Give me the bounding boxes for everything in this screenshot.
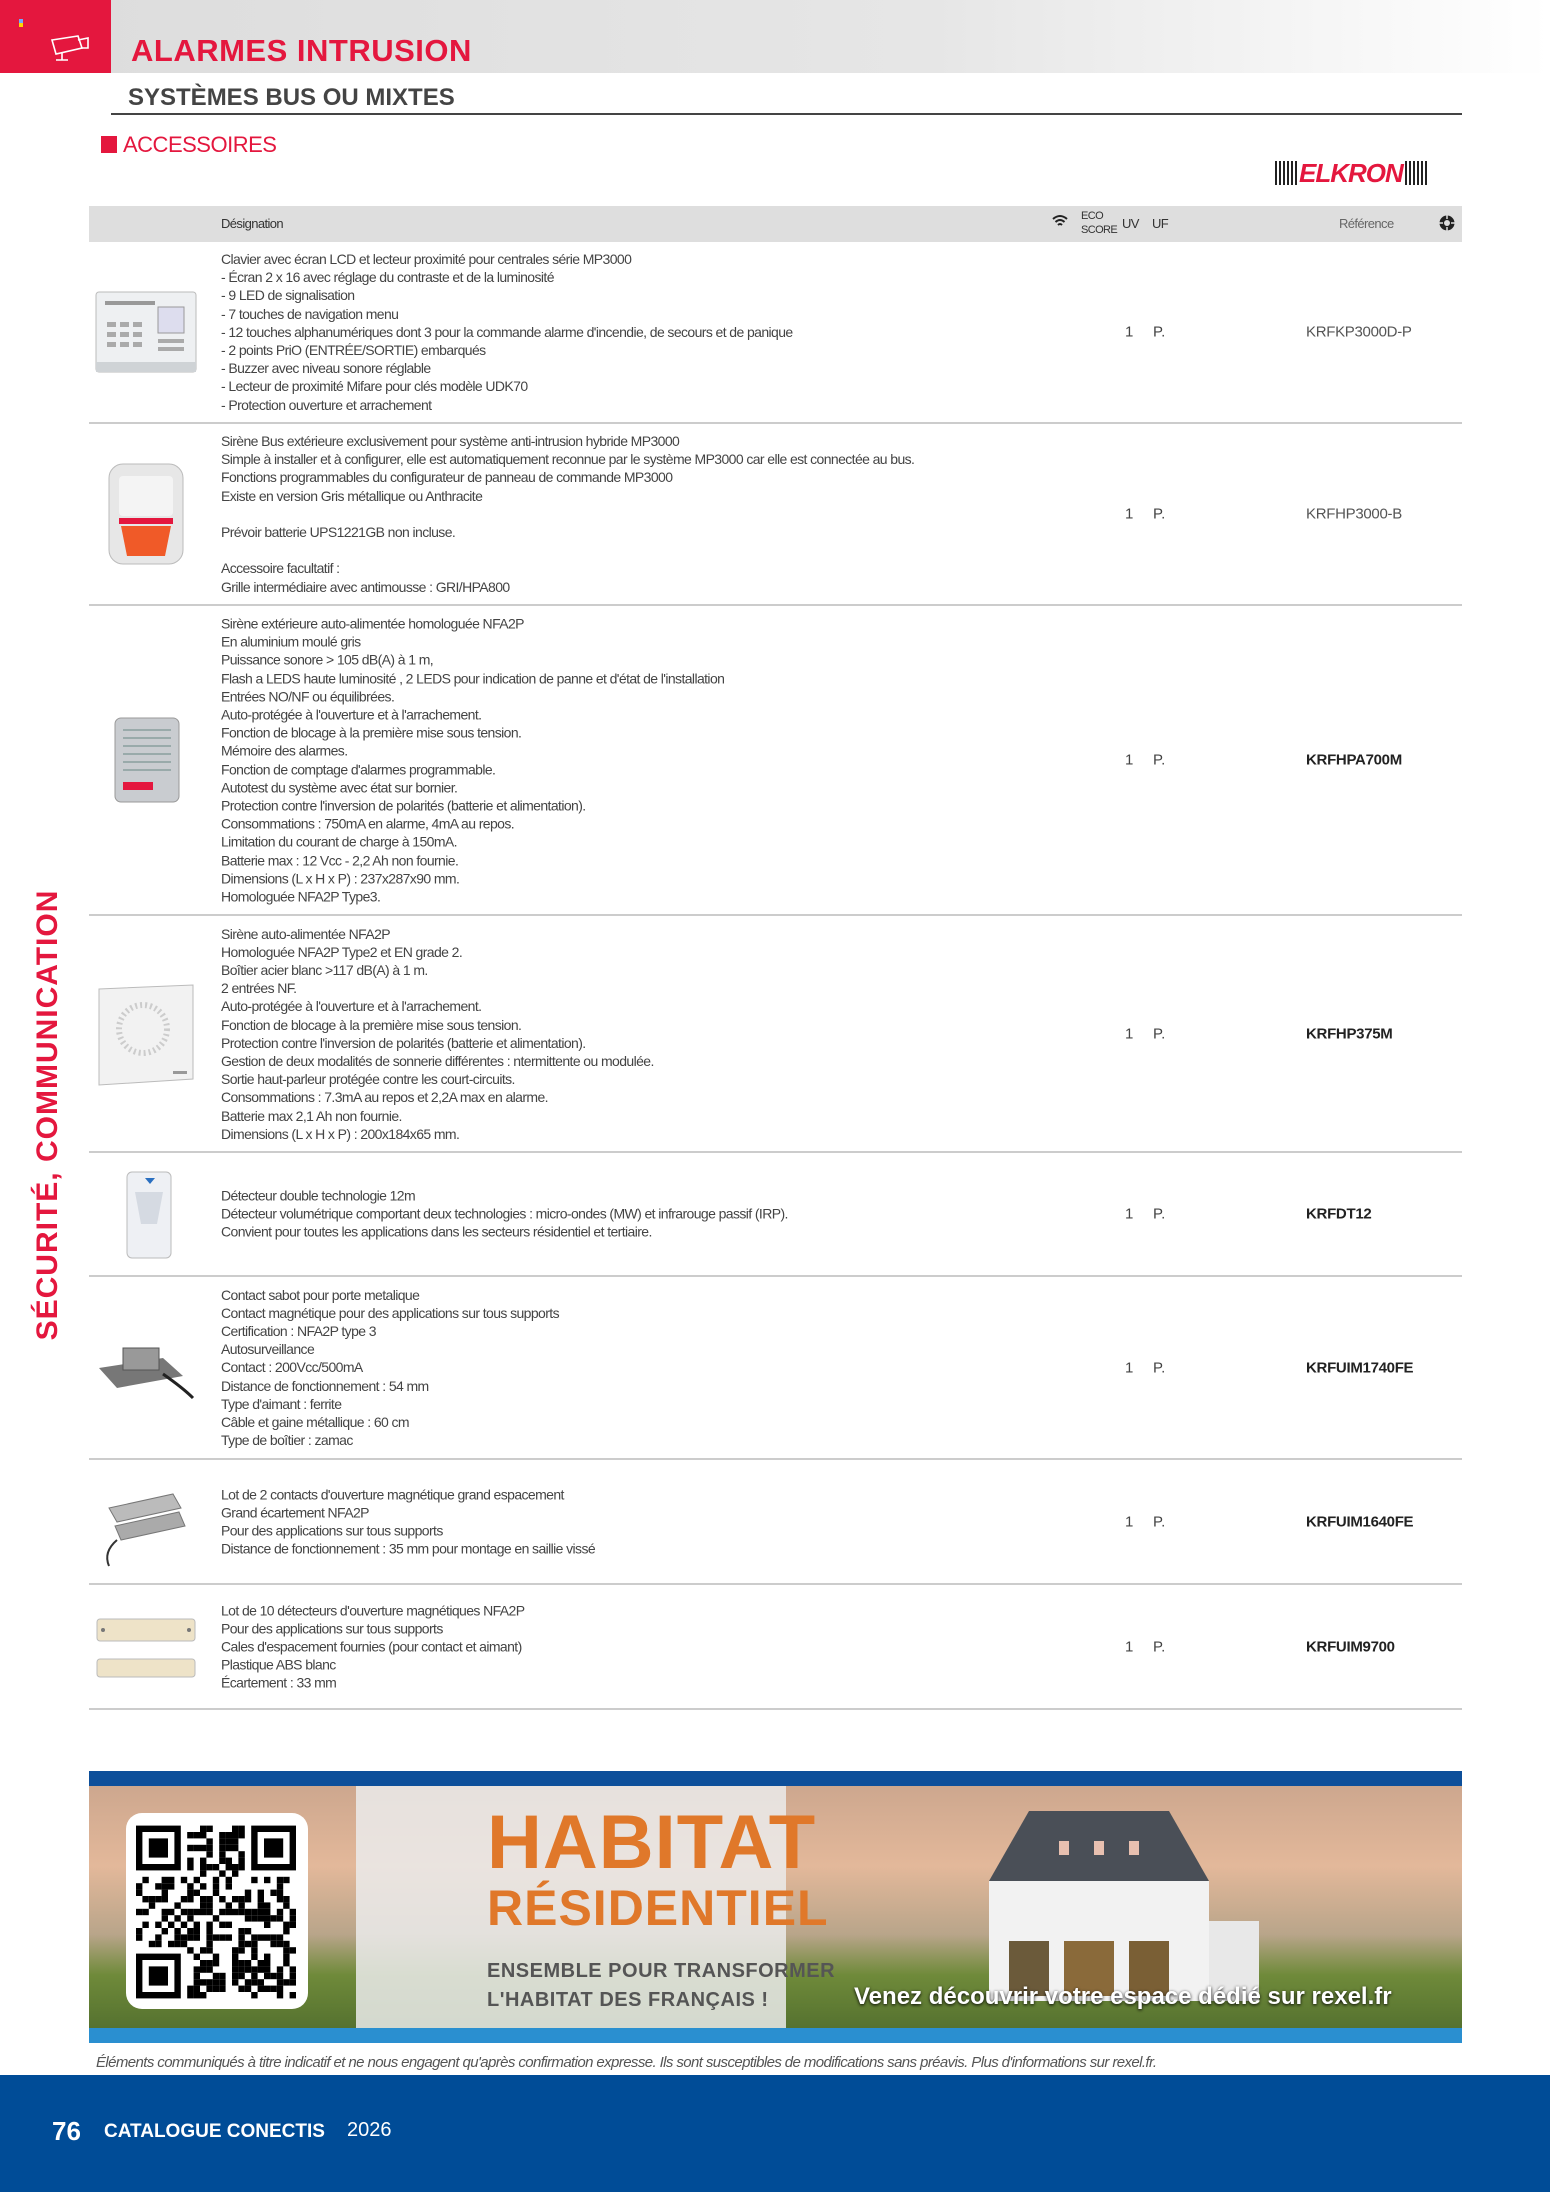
table-row — [89, 1153, 1462, 1277]
eco-label: ECO — [1081, 210, 1104, 222]
page-subtitle: SYSTÈMES BUS OU MIXTES — [128, 84, 455, 111]
uf-value: P. — [1153, 1638, 1166, 1655]
banner-cta[interactable]: Venez découvrir votre espace dédié sur rexel.fr — [854, 1983, 1392, 2010]
product-reference[interactable]: KRFHPA700M — [1306, 751, 1402, 769]
score-label: SCORE — [1081, 224, 1118, 236]
product-reference[interactable]: KRFDT12 — [1306, 1205, 1372, 1223]
logo-stripes — [1405, 161, 1427, 185]
uv-value: 1 — [1125, 323, 1134, 341]
side-category-label: SÉCURITÉ, COMMUNICATION — [31, 889, 64, 1341]
uv-value: 1 — [1125, 751, 1134, 769]
table-row — [89, 424, 1462, 606]
opening-detector-image — [93, 1597, 199, 1697]
promo-banner[interactable] — [89, 1771, 1462, 2043]
product-description: Clavier avec écran LCD et lecteur proximité pour centrales série MP3000 - Écran 2 x 16 avec réglage du contraste et de la luminosité - 9 LED de signalisation - 7 touches de navigation menu - 12 touches alphanumériques dont 3 pour la commande alarme d'incendie, de secours et de panique - 2 points PriO (ENTRÉE/SORTIE) embarqués - Buzzer avec niveau sonore réglable - Lecteur de proximité Mifare pour clés modèle UDK70 - Protection ouverture et arrachement — [221, 251, 793, 413]
product-description: Sirène Bus extérieure exclusivement pour système anti-intrusion hybride MP3000 Simple à installer et à configurer, elle est automatiquement reconnue par le système MP3000 car elle est connectée au bus. Fonctions programmables du configurateur de panneau de commande MP3000 Existe en version Gris métallique ou Anthracite Prévoir batterie UPS1221GB non incluse. Accessoire facultatif : Grille intermédiaire avec antimousse : GRI/HPA800 — [221, 433, 915, 595]
category-badge — [0, 0, 111, 73]
uf-value: P. — [1153, 1205, 1166, 1223]
col-uv: UV — [1122, 216, 1139, 231]
product-description: Sirène extérieure auto-alimentée homologuée NFA2P En aluminium moulé gris Puissance sonore > 105 dB(A) à 1 m, Flash a LEDS haute luminosité , 2 LEDS pour indication de panne et d'état de l'installation Entrées NO/NF ou équilibrées. Auto-protégée à l'ouverture et à l'arrachement. Fonction de blocage à la première mise sous tension. Mémoire des alarmes. Fonction de comptage d'alarmes programmable. Autotest du système avec état sur bornier. Protection contre l'inversion de polarités (batterie et alimentation). Consommations : 750mA en alarme, 4mA au repos. Limitation du courant de charge à 150mA. Batterie max : 12 Vcc - 2,2 Ah non fournie. Dimensions (L x H x P) : 237x287x90 mm. Homologuée NFA2P Type3. — [221, 615, 725, 905]
tagline-line-1: ENSEMBLE POUR TRANSFORMER — [487, 1960, 836, 1982]
product-reference[interactable]: KRFHP375M — [1306, 1025, 1393, 1042]
page-footer — [0, 2075, 1550, 2192]
title-divider — [111, 113, 1462, 115]
wifi-icon — [1052, 214, 1068, 232]
siren-product-image — [93, 979, 199, 1089]
brand-logo — [1275, 157, 1463, 188]
recycle-icon — [1438, 214, 1456, 235]
banner-top-stripe — [89, 1771, 1462, 1786]
table-row — [89, 1585, 1462, 1710]
col-reference: Référence — [1339, 216, 1394, 231]
uv-value: 1 — [1125, 1359, 1134, 1376]
uv-value: 1 — [1125, 1638, 1134, 1655]
section-heading — [101, 132, 276, 158]
product-description: Lot de 10 détecteurs d'ouverture magnétiques NFA2P Pour des applications sur tous supports Cales d'espacement fournies (pour contact et aimant) Plastique ABS blanc Écartement : 33 mm — [221, 1601, 525, 1691]
product-description: Contact sabot pour porte metalique Contact magnétique pour des applications sur tous supports Certification : NFA2P type 3 Autosurveillance Contact : 200Vcc/500mA Distance de fonctionnement : 54 mm Type d'aimant : ferrite Câble et gaine métallique : 60 cm Type de boîtier : zamac — [221, 1286, 559, 1449]
section-marker — [101, 136, 117, 153]
uf-value: P. — [1153, 505, 1166, 523]
catalogue-year: 2026 — [347, 2119, 392, 2141]
table-row — [89, 1277, 1462, 1460]
siren-product-image — [93, 454, 199, 574]
table-row — [89, 242, 1462, 424]
banner-title-1: HABITAT — [487, 1800, 817, 1885]
table-header — [89, 206, 1462, 242]
uf-value: P. — [1153, 751, 1166, 769]
product-reference[interactable]: KRFHP3000-B — [1306, 505, 1402, 523]
table-row — [89, 606, 1462, 916]
product-description: Détecteur double technologie 12m Détecteur volumétrique comportant deux technologies : micro-ondes (MW) et infrarouge passif (IRP). Convient pour toutes les applications dans les secteurs résidentiel et tertiaire. — [221, 1187, 788, 1241]
logo-stripes — [1275, 161, 1297, 185]
uf-value: P. — [1153, 1513, 1166, 1530]
uv-value: 1 — [1125, 1025, 1134, 1042]
print-marks — [19, 19, 23, 27]
catalogue-name: CATALOGUE CONECTIS — [104, 2121, 325, 2142]
uf-value: P. — [1153, 1025, 1166, 1042]
uv-value: 1 — [1125, 505, 1134, 523]
security-camera-icon — [48, 32, 92, 62]
product-description: Lot de 2 contacts d'ouverture magnétique grand espacement Grand écartement NFA2P Pour des applications sur tous supports Distance de fonctionnement : 35 mm pour montage en saillie vissé — [221, 1486, 596, 1557]
product-reference[interactable]: KRFUIM1740FE — [1306, 1359, 1414, 1376]
col-designation: Désignation — [221, 216, 284, 231]
page-number: 76 — [52, 2116, 81, 2146]
banner-title-2: RÉSIDENTIEL — [487, 1880, 829, 1936]
magnetic-contact-image — [93, 1472, 199, 1572]
uf-value: P. — [1153, 1359, 1166, 1376]
product-description: Sirène auto-alimentée NFA2P Homologuée NFA2P Type2 et EN grade 2. Boîtier acier blanc >117 dB(A) à 1 m. 2 entrées NF. Auto-protégée à l'ouverture et à l'arrachement. Fonction de blocage à la première mise sous tension. Protection contre l'inversion de polarités (batterie et alimentation). Gestion de deux modalités de sonnerie différentes : ntermittente ou modulée. Sortie haut-parleur protégée contre les court-circuits. Consommations : 7.3mA au repos et 2,2A max en alarme. Batterie max 2,1 Ah non fournie. Dimensions (L x H x P) : 200x184x65 mm. — [221, 925, 654, 1142]
section-label: ACCESSOIRES — [123, 132, 277, 157]
product-reference[interactable]: KRFUIM1640FE — [1306, 1513, 1414, 1530]
table-row — [89, 916, 1462, 1153]
uv-value: 1 — [1125, 1513, 1134, 1530]
product-reference[interactable]: KRFUIM9700 — [1306, 1638, 1395, 1655]
siren-product-image — [93, 710, 199, 810]
brand-name: ELKRON — [1299, 157, 1403, 188]
tagline-line-2: L'HABITAT DES FRANÇAIS ! — [487, 1989, 769, 2011]
uf-value: P. — [1153, 323, 1166, 341]
banner-bottom-stripe — [89, 2028, 1462, 2043]
keypad-product-image — [93, 277, 199, 387]
detector-product-image — [93, 1164, 199, 1264]
product-reference[interactable]: KRFKP3000D-P — [1306, 323, 1412, 341]
page-title: ALARMES INTRUSION — [131, 33, 472, 68]
table-row — [89, 1460, 1462, 1585]
banner-tagline — [487, 1957, 835, 2015]
disclaimer: Éléments communiqués à titre indicatif et ne nous engagent qu'après confirmation expresse. Ils sont susceptibles de modifications sans préavis. Plus d'informations sur rexel.fr. — [96, 2054, 1157, 2071]
magnetic-contact-image — [93, 1318, 199, 1418]
col-uf: UF — [1152, 216, 1169, 231]
uv-value: 1 — [1125, 1205, 1134, 1223]
qr-code[interactable] — [136, 1824, 296, 2000]
